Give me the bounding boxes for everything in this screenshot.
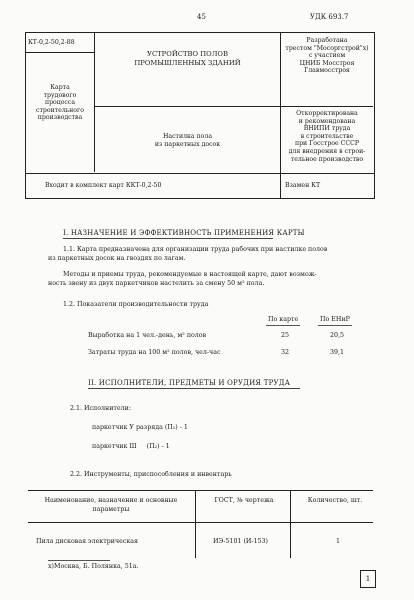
- page-corner-box: [360, 570, 376, 588]
- section-1-paragraph-1-line-2: из паркетных досок на гвоздях по лагам.: [48, 255, 186, 262]
- output-row-card: 25: [281, 332, 290, 339]
- replaces-card: Взамен КТ: [285, 182, 321, 189]
- column-by-card: По карте: [268, 316, 299, 323]
- tools-heading: 2.2. Инструменты, приспособления и инвентарь: [70, 471, 232, 478]
- section-1-heading: I. НАЗНАЧЕНИЕ И ЭФФЕКТИВНОСТЬ ПРИМЕНЕНИЯ КАРТЫ: [63, 229, 305, 237]
- card-line: строительного: [36, 106, 84, 114]
- udk-code: УДК 693.7: [310, 13, 349, 21]
- developer-line: Разработана: [306, 37, 348, 44]
- approval-line: для внедрения в строи-: [288, 147, 366, 155]
- table-header-name: Наименование, назначение и основные параметры: [44, 497, 178, 513]
- section-1-paragraph-1-line-1: 1.1. Карта предназначена для организации труда рабочих при настилке полов: [63, 246, 328, 253]
- corner-number: 1: [365, 574, 371, 583]
- title-line: УСТРОЙСТВО ПОЛОВ: [147, 50, 228, 58]
- worker-1: паркетчик У разряда (П₁) - 1: [92, 424, 188, 431]
- approval-line: и рекомендована: [298, 117, 356, 125]
- labor-row-label: Затраты труда на 100 м² полов, чел-час: [88, 349, 221, 356]
- table-row: Пила дисковая электрическая: [36, 538, 139, 545]
- section-1-paragraph-2-line-2: ность звену из двух паркетчиков настелить за смену 50 м² пола.: [48, 280, 265, 287]
- card-line: процесса: [44, 99, 76, 107]
- table-row-gost: ИЭ-5101 (И-153): [213, 538, 269, 545]
- table-header-quantity: Количество, шт.: [307, 497, 363, 504]
- section-1-paragraph-2-line-1: Методы и приемы труда, рекомендуемые в настоящей карте, дают возмож-: [63, 271, 317, 278]
- card-line: производства: [37, 114, 83, 122]
- output-row-label: Выработка на 1 чел.-день, м² полов: [88, 332, 207, 339]
- document-subtitle: [95, 133, 280, 148]
- labor-row-card: 32: [281, 349, 290, 356]
- developer-line: трестом "Мосоргстрой"x): [285, 44, 369, 52]
- approval-line: тельное производство: [290, 155, 364, 163]
- approval-line: в строительстве: [300, 132, 354, 140]
- title-line: ПРОМЫШЛЕННЫХ ЗДАНИЙ: [134, 59, 241, 67]
- productivity-heading: 1.2. Показатели производительности труда: [63, 301, 209, 308]
- developer-line: Главмосстроя: [304, 67, 350, 75]
- subtitle-line: Настилка пола: [162, 133, 213, 140]
- developer-block: [281, 37, 373, 75]
- card-line: трудового: [43, 91, 77, 99]
- card-line: Карта: [50, 84, 70, 91]
- developer-line: ЦНИБ Мосстроя: [299, 59, 355, 67]
- page-number: 45: [197, 13, 206, 21]
- performers-heading: 2.1. Исполнители:: [70, 405, 131, 412]
- developer-line: с участием: [308, 52, 346, 60]
- card-type-block: [25, 84, 95, 122]
- output-row-enir: 20,5: [330, 332, 345, 339]
- subtitle-line: из паркетных досок: [154, 140, 221, 148]
- table-row-quantity: 1: [336, 538, 341, 545]
- approval-line: ВНИПИ труда: [303, 125, 351, 133]
- column-by-enir: По ЕНиР: [320, 316, 350, 323]
- card-code: КТ-0,2-50,2-88: [28, 39, 75, 46]
- included-in-set: Входит в комплект карт ККТ-0,2-50: [45, 182, 162, 189]
- document-title: [95, 50, 280, 68]
- table-header-gost: ГОСТ, № чертежа: [214, 497, 274, 504]
- approval-line: Откорректирована: [296, 110, 358, 117]
- labor-row-enir: 39,1: [330, 349, 345, 356]
- approval-block: [281, 110, 373, 163]
- worker-2: паркетчик Ш (П₂) - 1: [92, 443, 170, 450]
- footnote: x)Москва, Б. Полянка, 51а.: [48, 563, 139, 570]
- section-2-heading: II. ИСПОЛНИТЕЛИ, ПРЕДМЕТЫ И ОРУДИЯ ТРУДА: [88, 379, 291, 387]
- approval-line: при Госстрое СССР: [294, 140, 360, 148]
